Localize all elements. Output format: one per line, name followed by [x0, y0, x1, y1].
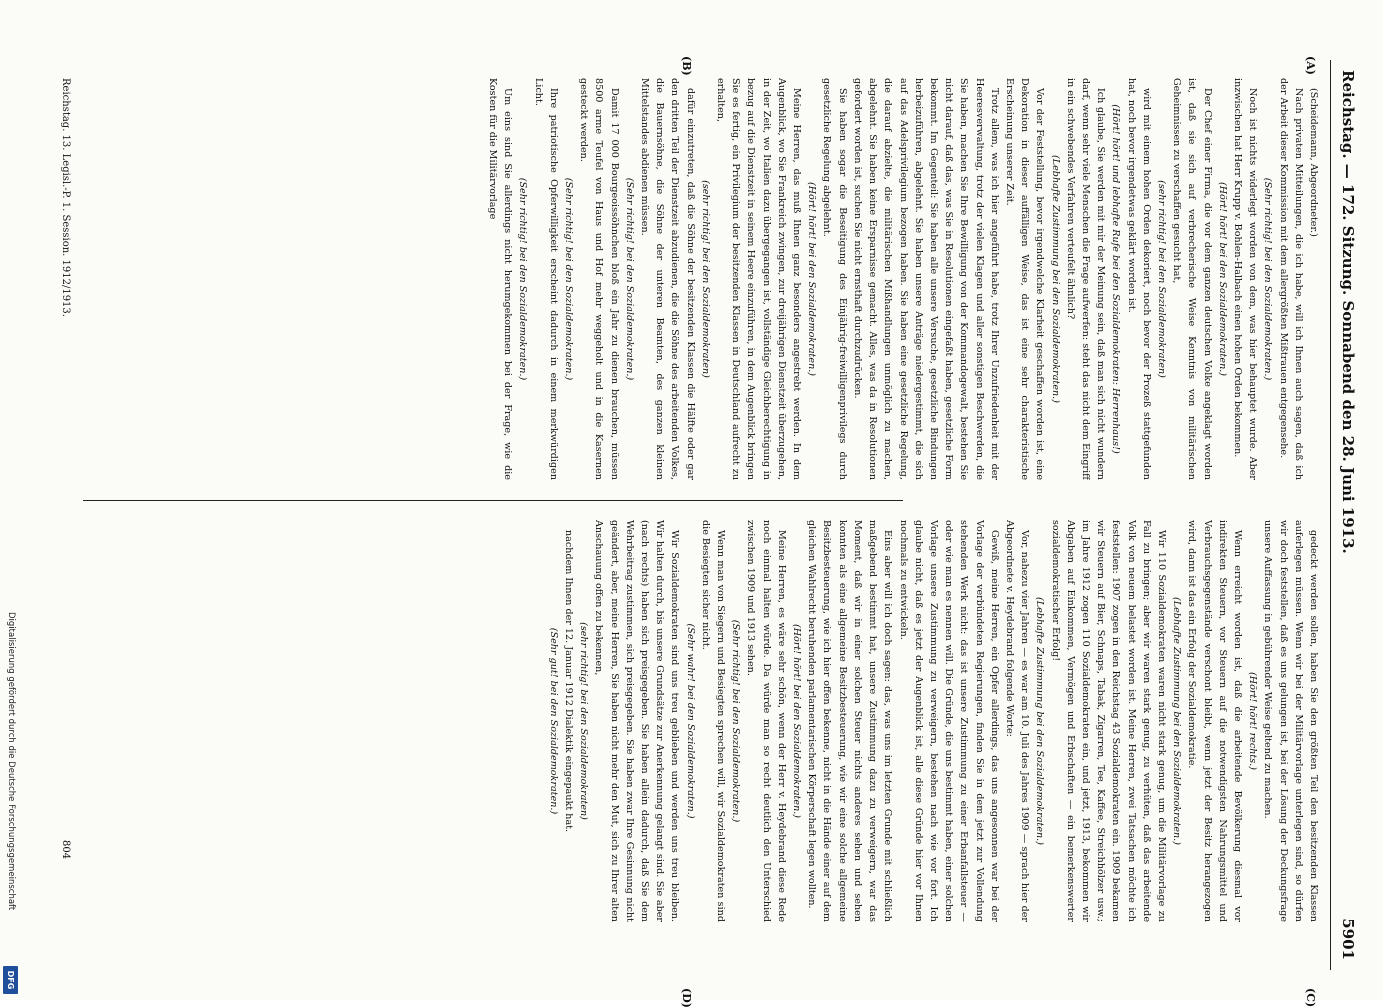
paragraph: (Scheidemann, Abgeordneter.) — [1308, 88, 1319, 237]
header-rule — [1330, 60, 1331, 970]
footer-page-number: 804 — [60, 840, 71, 860]
interjection: (Sehr gut! bei den Sozialdemokraten.) — [547, 627, 559, 815]
quoted-paragraph: Eins aber will ich doch sagen: das, was uns im letzten Grunde mit schließlich maßgebend bestimmt hat, unsere Zustimmung dazu zu verweigern, war das Moment, daß wir in einer solchen Steuer nichts anderes sehen und sehen konnten als eine allgemeine Besitzbesteuerung, wie wir eine solche allgemeine Besitzbesteuerung, wie ich hier offen bekenne, nicht in die Hände einer auf dem gleichen Wahlrecht beruhenden parlamentarischen Körperschaft legen wollten. — [806, 520, 894, 922]
digitization-credit-text: Digitalisierung gefördert durch die Deutsche Forschungsgemeinschaft — [6, 612, 16, 911]
paragraph: Vor, nahezu vier Jahren — es war am 10. Juli des Jahres 1909 — sprach hier der Abgeordnete v. Heydebrand folgende Worte: — [1003, 520, 1031, 922]
left-text-column — [66, 78, 1321, 480]
paragraph: Vor der Feststellung, bevor irgendwelche Klarheit geschaffen worden ist, eine Dekoration in dieser auffälligen Weise, das ist eine sehr charakteristische Erscheinung unserer Zeit. — [1003, 78, 1046, 480]
digitization-credit — [4, 612, 18, 992]
interjection: (Lebhafte Zustimmung bei den Sozialdemokraten.) — [1171, 597, 1183, 845]
paragraph: Meine Herren, es wäre sehr schön, wenn der Herr v. Heydebrand diese Rede noch einmal halten würde. Da würde man so recht deutlich den Unterschied zwischen 1909 und 1913 sehen. — [745, 520, 787, 922]
interjection: (Sehr richtig! bei den Sozialdemokraten.) — [1262, 177, 1274, 381]
paragraph: Ich glaube, Sie werden mit mir der Meinung sein, daß man sich nicht wundern darf, wenn sehr viele Menschen die Frage aufwerfen: steht das nicht dem Eingriff in ein schwebendes Verfahren verteufelt ähnlich? — [1064, 78, 1107, 480]
page-number: 5901 — [1339, 918, 1357, 960]
column-divider — [83, 500, 903, 501]
interjection: (Hört! hört! bei den Sozialdemokraten.) — [806, 181, 818, 377]
right-text-column — [66, 520, 1321, 922]
paragraph: dafür einzutreten, daß die Söhne der besitzenden Klassen die Hälfte oder gar den dritten Teil der Dienstzeit abzudienen, die die Söhne des arbeitenden Volkes, die Bauernsöhne, die Söhne der unteren Beamten, des ganzen kleinen Mittelstandes abdienen müssen. — [639, 78, 696, 480]
paragraph: Ihre patriotische Opferwilligkeit erscheint dadurch in einem merkwürdigen Licht. — [532, 78, 559, 480]
interjection: (Lebhafte Zustimmung bei den Sozialdemokraten.) — [1049, 155, 1061, 403]
paragraph: Noch ist nichts widerlegt worden von dem, was hier behauptet wurde. Aber inzwischen hat Herr Krupp v. Bohlen-Halbach einen hohen Orden bekommen. — [1231, 78, 1259, 480]
paragraph: Wenn erreicht worden ist, daß die arbeitende Bevölkerung diesmal vor indirekten Steuern, vor Steuern auf die notwendigsten Nahrungsmittel und Verbrauchsgegenstände verschont bleibt, wenn jetzt der Besitz herangezogen wird, dann ist das ein Erfolg der Sozialdemokratie. — [1186, 520, 1243, 922]
paragraph: Sie haben sogar die Beseitigung des Einjährig-freiwilligenprivilegs durch gesetzliche Regelung abgelehnt. — [821, 78, 848, 480]
interjection: (Hört! hört! rechts.) — [1247, 672, 1259, 770]
interjection: (Sehr richtig! bei den Sozialdemokraten.) — [517, 177, 529, 381]
paragraph: Trotz allem, was ich hier angeführt habe, trotz Ihrer Unzufriedenheit mit der Heeresverwaltung, trotz der vielen Klagen und aller sonstigen Beschwerden, die Sie haben, machen Sie Ihre Bewilligung von der Kommandogewalt, bestehen Sie nicht darauf, daß das, was Sie in Resolutionen eingefaßt haben, gesetzliche Form bekommt. Im Gegenteil: Sie haben alle unsere Versuche, gesetzliche Bindungen herbeizuführen, abgelehnt. Sie haben unsere Anträge niedergestimmt, die sich auf das Adelsprivilegium bezogen haben. Sie haben eine gesetzliche Regelung, die darauf abzielte, die militärischen Mißhandlungen unmöglich zu machen, abgelehnt. Sie haben keine Ersparnisse gemacht. Alles, was da in Resolutionen gefordert worden ist, suchen Sie nicht ernsthaft durchzudrücken. — [851, 78, 1000, 480]
interjection: (sehr richtig! bei den Sozialdemokraten) — [1155, 180, 1167, 378]
paragraph: Damit 17 000 Bourgeoissöhnchen bloß ein Jahr zu dienen brauchen, müssen 8500 arme Teufel von Haus und Hof mehr weggeholt und in die Kasernen gesteckt werden. — [578, 78, 620, 480]
paragraph: wird mit einem hohen Orden dekoriert, noch bevor der Prozeß stattgefunden hat, noch bevor irgendetwas geklärt worden ist. — [1125, 78, 1152, 480]
quoted-paragraph: Gewiß, meine Herren, ein Opfer allerdings, das uns angesonnen war bei der Vorlage der verbündeten Regierungen, finden Sie in dem jetzt zur Vollendung stehenden Werk nicht: das ist unsere Zustimmung zu einer Erbanfallsteuer — oder wie man es nennen will. Die Gründe, die uns bestimmt haben, einer solchen Vorlage unsere Zustimmung zu verweigern, bestehen nach wie vor fort. Ich glaube nicht, daß es jetzt der Augenblick ist, alle diese Gründe hier vor Ihnen nochmals zu entwickeln. — [897, 520, 1000, 922]
dfg-logo-text: DFG — [6, 970, 15, 990]
paragraph: Meine Herren, das muß Ihnen ganz besonders angestrebt werden. In dem Augenblick, wo Sie Frankreich zwingen, zur dreijährigen Dienstzeit überzugehen, in der Zeit, wo Italien dazu übergegangen ist, vollständige Gleichberechtigung in bezug auf die Dienstzeit in seinem Heere einzuführen, in dem Augenblick bringen Sie es fertig, ein Privilegium der besitzenden Klassen in Deutschland aufrecht zu erhalten, — [715, 78, 803, 480]
interjection: (Sehr wahr! bei den Sozialdemokraten.) — [684, 623, 696, 819]
interjection: (Sehr richtig! bei den Sozialdemokraten.) — [730, 619, 742, 823]
running-header: Reichstag. — 172. Sitzung. Sonnabend den 28. Juni 1913. — [1339, 70, 1357, 554]
paragraph: gedeckt werden sollen, haben Sie den größten Teil den besitzenden Klassen auferlegen müssen. Wenn wir bei der Militärvorlage unterlegen sind, so dürfen wir doch feststellen, daß es uns gelungen ist, bei der Lösung der Deckungsfrage unsere Auffassung in gebührender Weise geltend zu machen. — [1262, 520, 1319, 922]
interjection: (sehr richtig! bei den Sozialdemokraten) — [699, 180, 711, 378]
paragraph: Der Chef einer Firma, die vor dem ganzen deutschen Volke angeklagt worden ist, daß sie sich auf verbrecherische Weise Kenntnis von militärischen Geheimnissen zu verschaffen gesucht hat, — [1171, 78, 1213, 480]
interjection: (Lebhafte Zustimmung bei den Sozialdemokraten.) — [1034, 597, 1046, 845]
paragraph: Wenn man von Siegern und Besiegten sprechen will, wir Sozialdemokraten sind die Besiegten sicher nicht. — [699, 520, 727, 922]
interjection: (Sehr richtig! bei den Sozialdemokraten.) — [623, 177, 635, 381]
dfg-logo — [3, 966, 18, 994]
margin-mark-d: (D) — [680, 988, 693, 1008]
margin-mark-a: (A) — [1304, 56, 1317, 75]
paragraph: Um eins sind Sie allerdings nicht herumgekommen bei der Frage, wie die Kosten für die Militärvorlage — [487, 78, 514, 480]
paragraph: nachdem Ihnen der 12. Januar 1912 Dialektik eingepaukt hat. — [563, 530, 575, 833]
margin-mark-c: (C) — [1304, 988, 1317, 1008]
page-footer: Reichstag. 13. Legisl.-P. 1. Session. 1912/1913. — [60, 78, 71, 317]
interjection: (Hört! hört! bei den Sozialdemokraten.) — [1216, 181, 1228, 377]
paragraph: Wir Sozialdemokraten sind uns treu geblieben und werden uns treu bleiben. Wir halten durch, bis unsere Grundsätze zur Anerkennung gelangt sind. Sie aber (nach rechts) haben sich preisgegeben. Sie haben allein dadurch, daß Sie dem Wehrbeitrag zustimmen, sich preisgegeben. Sie haben zwar Ihre Gesinnung nicht geändert, aber, meine Herren, Sie haben nicht mehr den Mut, sich zu Ihrer alten Anschauung offen zu bekennen, — [593, 520, 681, 922]
paragraph: Wir 110 Sozialdemokraten waren nicht stark genug, um die Militärvorlage zu Fall zu bringen; aber wir waren stark genug, zu verhüten, daß das arbeitende Volk von neuem belastet worden ist. Meine Herren, zwei Tatsachen möchte ich feststellen: 1907 zogen in den Reichstag 43 Sozialdemokraten ein. 1909 bekamen wir Steuern auf Bier, Schnaps, Tabak, Zigarren, Tee, Kaffee, Streichhölzer usw.; im Jahre 1912 zogen 110 Sozialdemokraten ein, und jetzt, 1913, bekommen wir Abgaben auf Einkommen, Vermögen und Erbschaften — ein bemerkenswerter sozialdemokratischer Erfolg! — [1049, 520, 1167, 922]
interjection: (sehr richtig! bei den Sozialdemokraten) — [578, 622, 590, 820]
interjection: (Sehr richtig! bei den Sozialdemokraten.) — [563, 177, 575, 381]
margin-mark-b: (B) — [680, 56, 693, 76]
paragraph: Nach privaten Mitteilungen, die ich habe, will ich Ihnen auch sagen, daß ich der Arbeit dieser Kommission mit dem allergrößten Mißtrauen entgegensehe. — [1277, 78, 1304, 480]
interjection: (Hört! hört! und lebhafte Rufe bei den Sozialdemokraten: Herrenhaus!) — [1110, 104, 1122, 454]
interjection: (Hört! hört! bei den Sozialdemokraten.) — [791, 623, 803, 819]
